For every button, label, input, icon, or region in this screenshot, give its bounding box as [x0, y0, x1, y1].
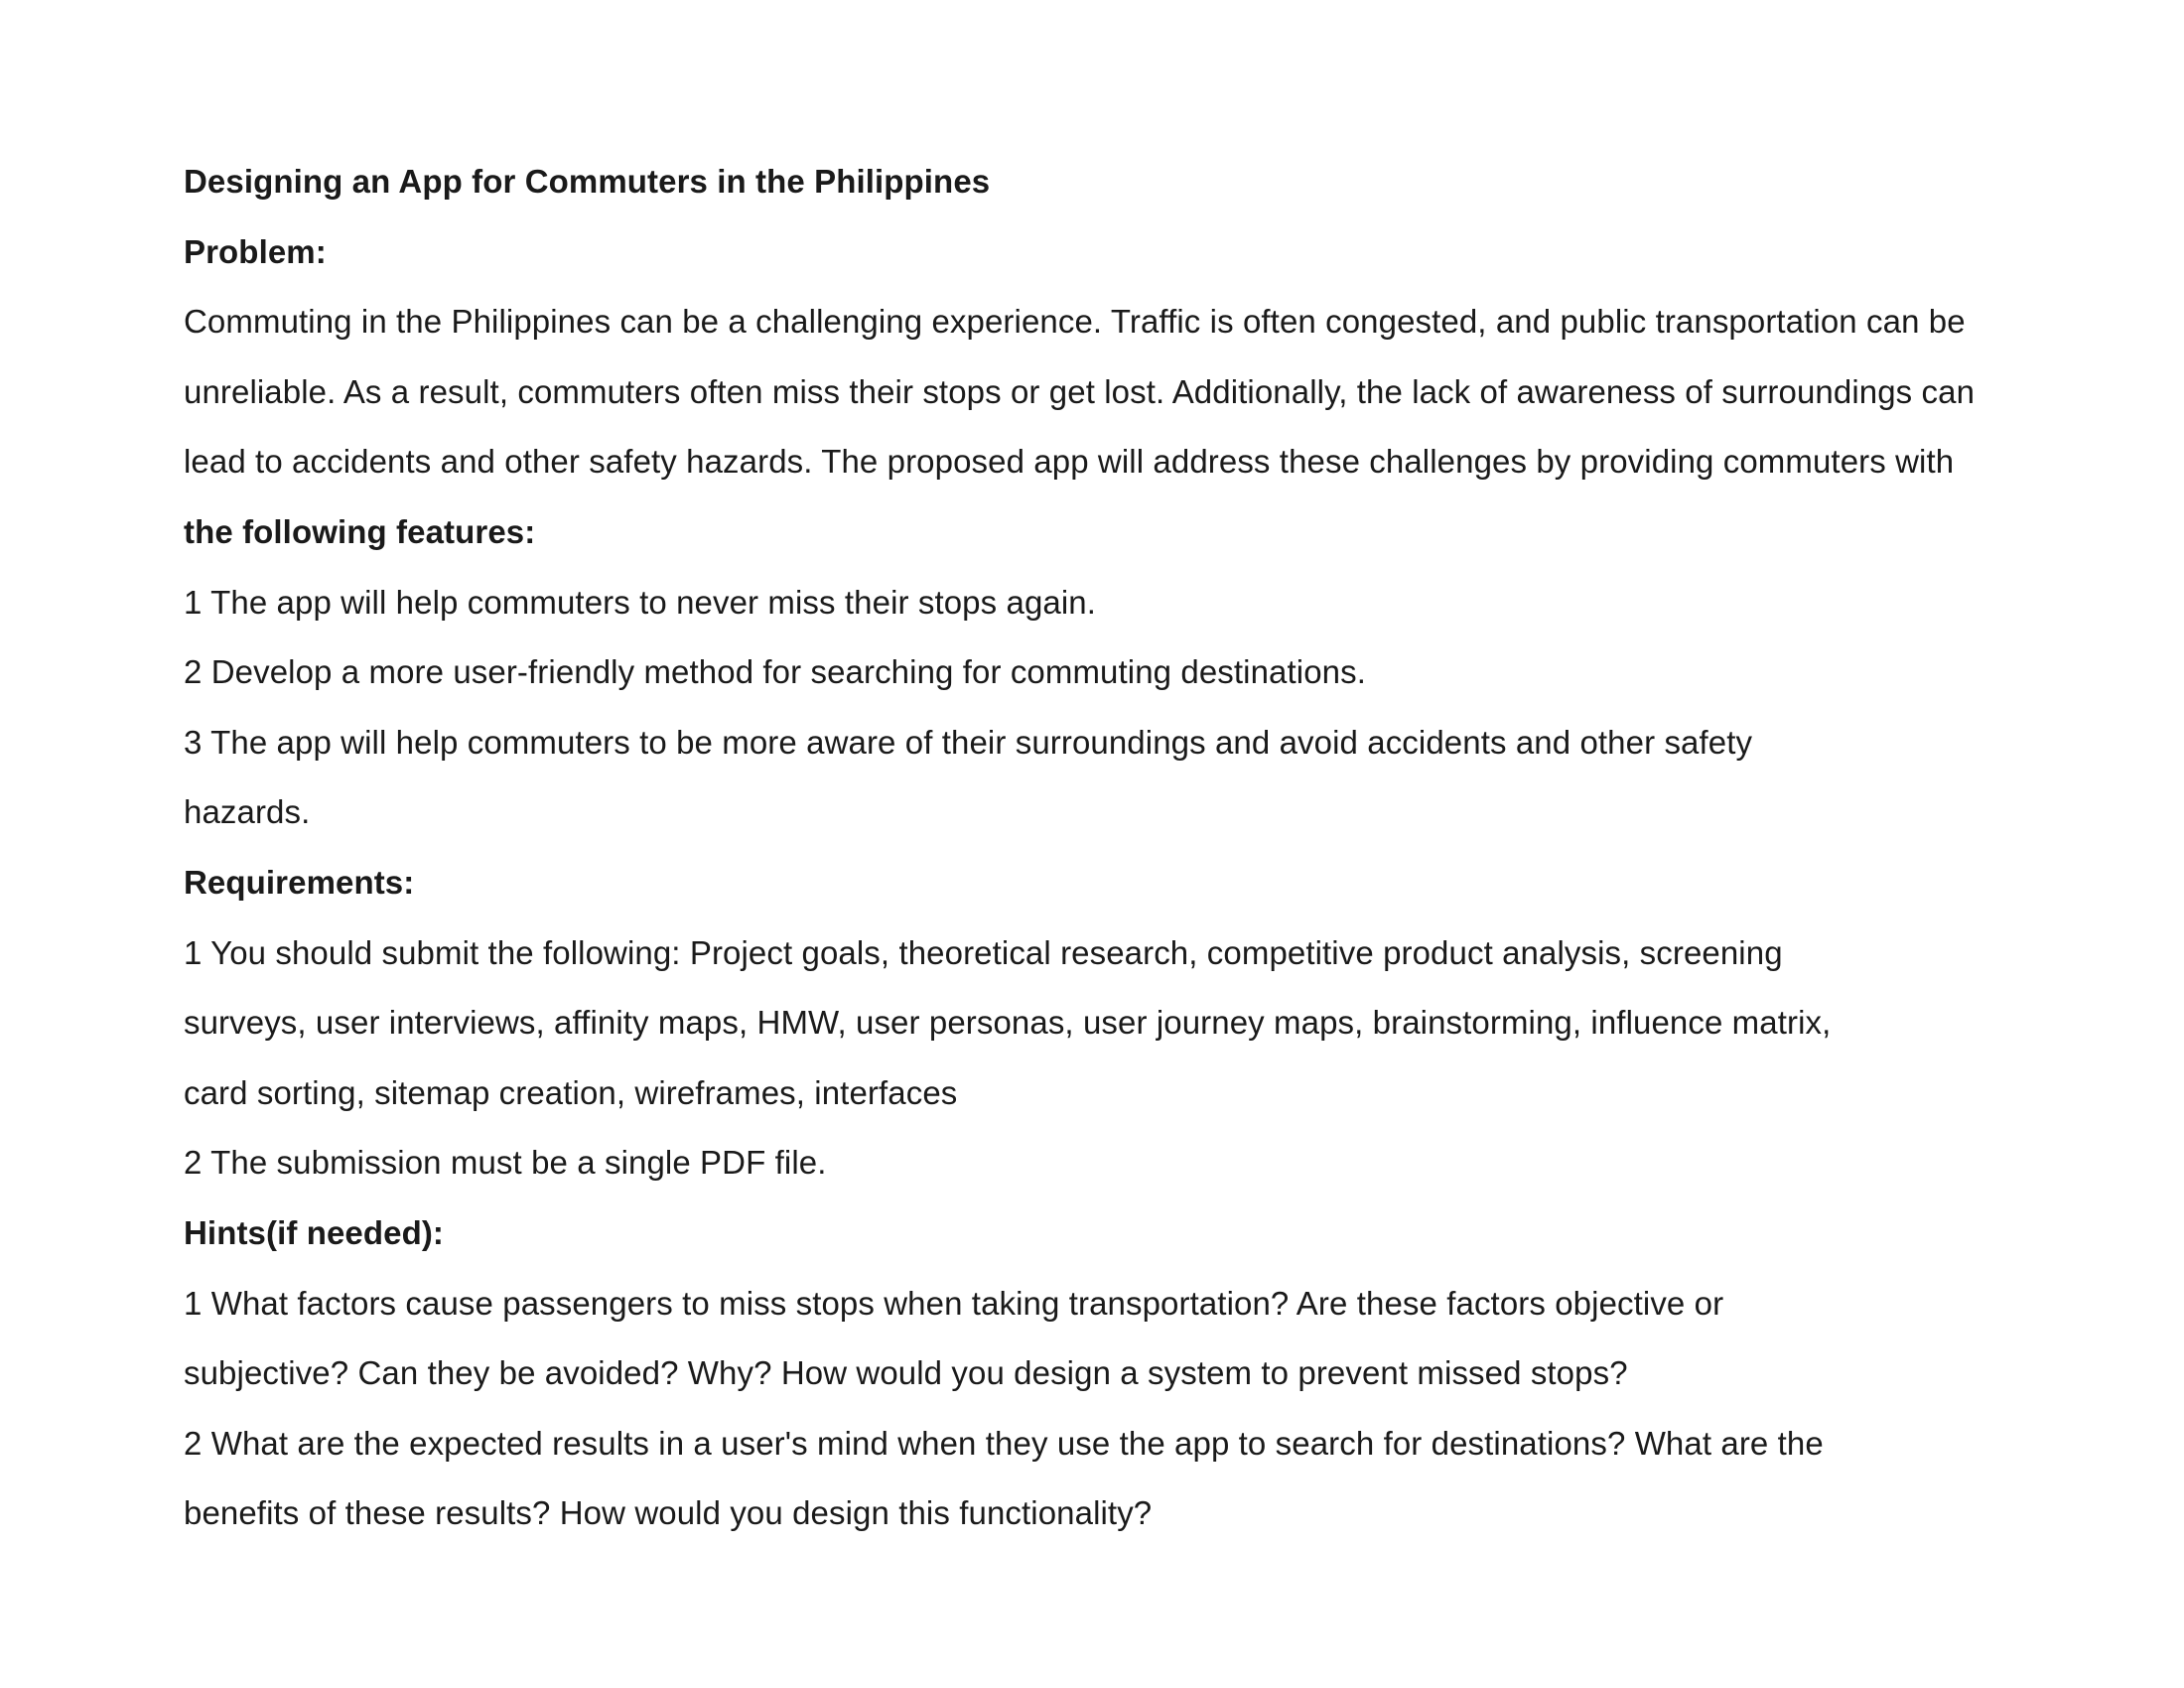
feature-line: 3 The app will help commuters to be more aware of their surroundings and avoid accidents and other safety: [184, 723, 1753, 761]
requirement-line: 2 The submission must be a single PDF file.: [184, 1144, 827, 1182]
requirement-line: surveys, user interviews, affinity maps, HMW, user personas, user journey maps, brainstorming, influence matrix,: [184, 1004, 1832, 1042]
requirement-line: card sorting, sitemap creation, wireframes, interfaces: [184, 1073, 958, 1111]
feature-line: 1 The app will help commuters to never miss their stops again.: [184, 583, 1097, 621]
hint-line: 1 What factors cause passengers to miss stops when taking transportation? Are these factors objective or: [184, 1284, 1724, 1322]
problem-heading: Problem:: [184, 232, 327, 270]
hint-line: benefits of these results? How would you design this functionality?: [184, 1494, 1153, 1532]
hint-line: subjective? Can they be avoided? Why? How would you design a system to prevent missed stops?: [184, 1354, 1628, 1392]
problem-line: unreliable. As a result, commuters often miss their stops or get lost. Additionally, the lack of awareness of surroundings can: [184, 372, 1976, 410]
problem-line: Commuting in the Philippines can be a challenging experience. Traffic is often congested, and public transportation can be: [184, 303, 1966, 341]
hint-line: 2 What are the expected results in a user's mind when they use the app to search for destinations? What are the: [184, 1424, 1824, 1462]
document-title: Designing an App for Commuters in the Philippines: [184, 163, 991, 200]
requirement-line: 1 You should submit the following: Project goals, theoretical research, competitive product analysis, screening: [184, 933, 1783, 971]
problem-line: lead to accidents and other safety hazards. The proposed app will address these challenges by providing commuters with: [184, 443, 1955, 481]
features-heading: the following features:: [184, 512, 536, 550]
document-page: [184, 147, 2070, 1549]
requirements-heading: Requirements:: [184, 863, 415, 901]
feature-line: hazards.: [184, 793, 311, 831]
hints-heading: Hints(if needed):: [184, 1213, 445, 1251]
feature-line: 2 Develop a more user-friendly method for searching for commuting destinations.: [184, 653, 1366, 691]
